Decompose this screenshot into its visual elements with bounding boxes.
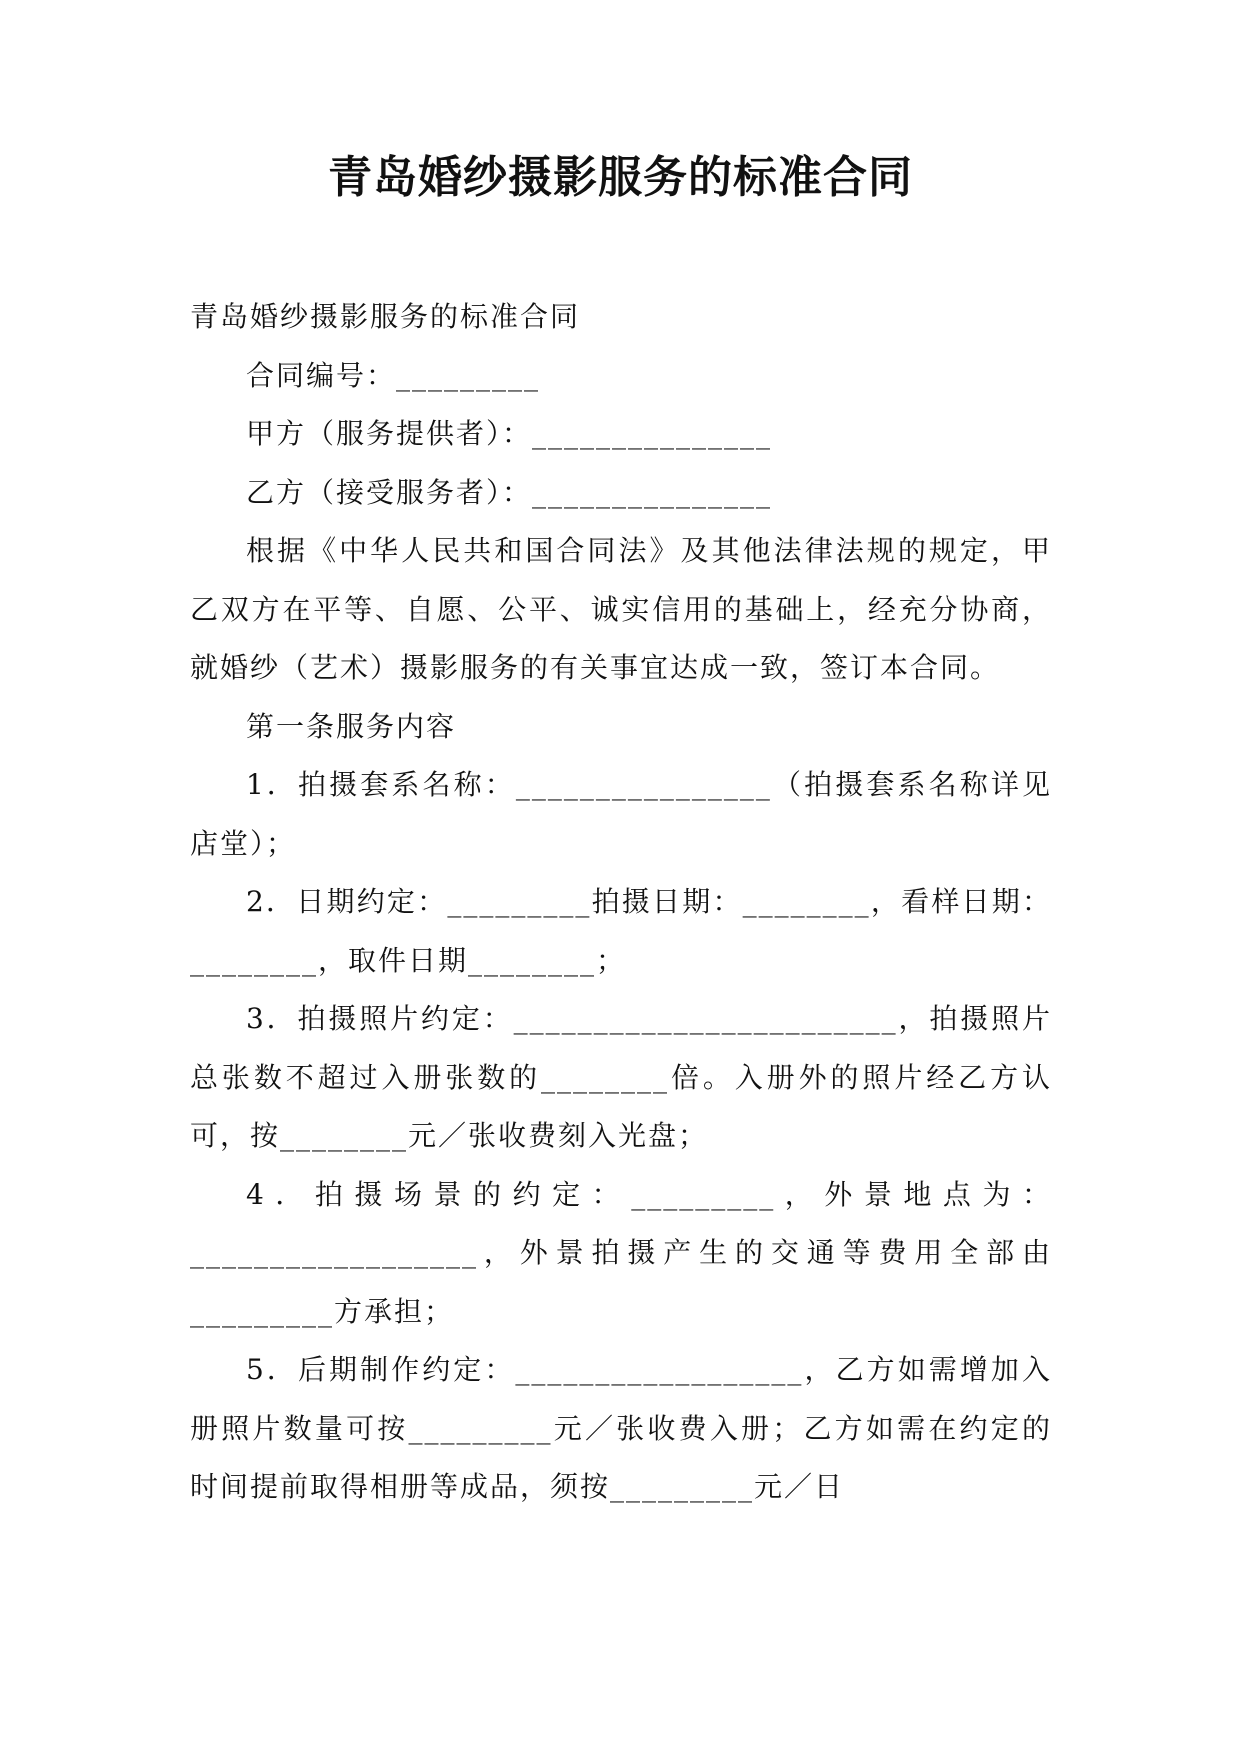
clause-2-dates: 2．日期约定：_________拍摄日期：________，看样日期：________，取件日期________； <box>190 885 1052 977</box>
document-body <box>190 288 1052 1517</box>
document-title: 青岛婚纱摄影服务的标准合同 <box>328 152 913 203</box>
clause-1-package: 1．拍摄套系名称：________________（拍摄套系名称详见店堂）； <box>190 768 1052 860</box>
preamble-paragraph: 根据《中华人民共和国合同法》及其他法律法规的规定，甲乙双方在平等、自愿、公平、诚实信用的基础上，经充分协商，就婚纱（艺术）摄影服务的有关事宜达成一致，签订本合同。 <box>190 534 1052 684</box>
contract-heading-line: 青岛婚纱摄影服务的标准合同 <box>190 300 581 333</box>
party-a-line: 甲方（服务提供者）：_______________ <box>246 417 773 450</box>
contract-number-line: 合同编号：_________ <box>246 358 541 392</box>
article-1-heading: 第一条服务内容 <box>246 709 457 743</box>
clause-5-post-production: 5．后期制作约定：__________________，乙方如需增加入册照片数量可按_________元／张收费入册；乙方如需在约定的时间提前取得相册等成品，须按_________元／日 <box>190 1353 1052 1503</box>
clause-4-scenes: 4．拍摄场景的约定：_________，外景地点为：__________________，外景拍摄产生的交通等费用全部由_________方承担； <box>190 1177 1052 1328</box>
clause-3-photos: 3．拍摄照片约定：________________________，拍摄照片总张数不超过入册张数的________倍。入册外的照片经乙方认可，按________元／张收费刻入光盘； <box>190 1002 1052 1152</box>
party-b-line: 乙方（接受服务者）：_______________ <box>246 475 773 509</box>
